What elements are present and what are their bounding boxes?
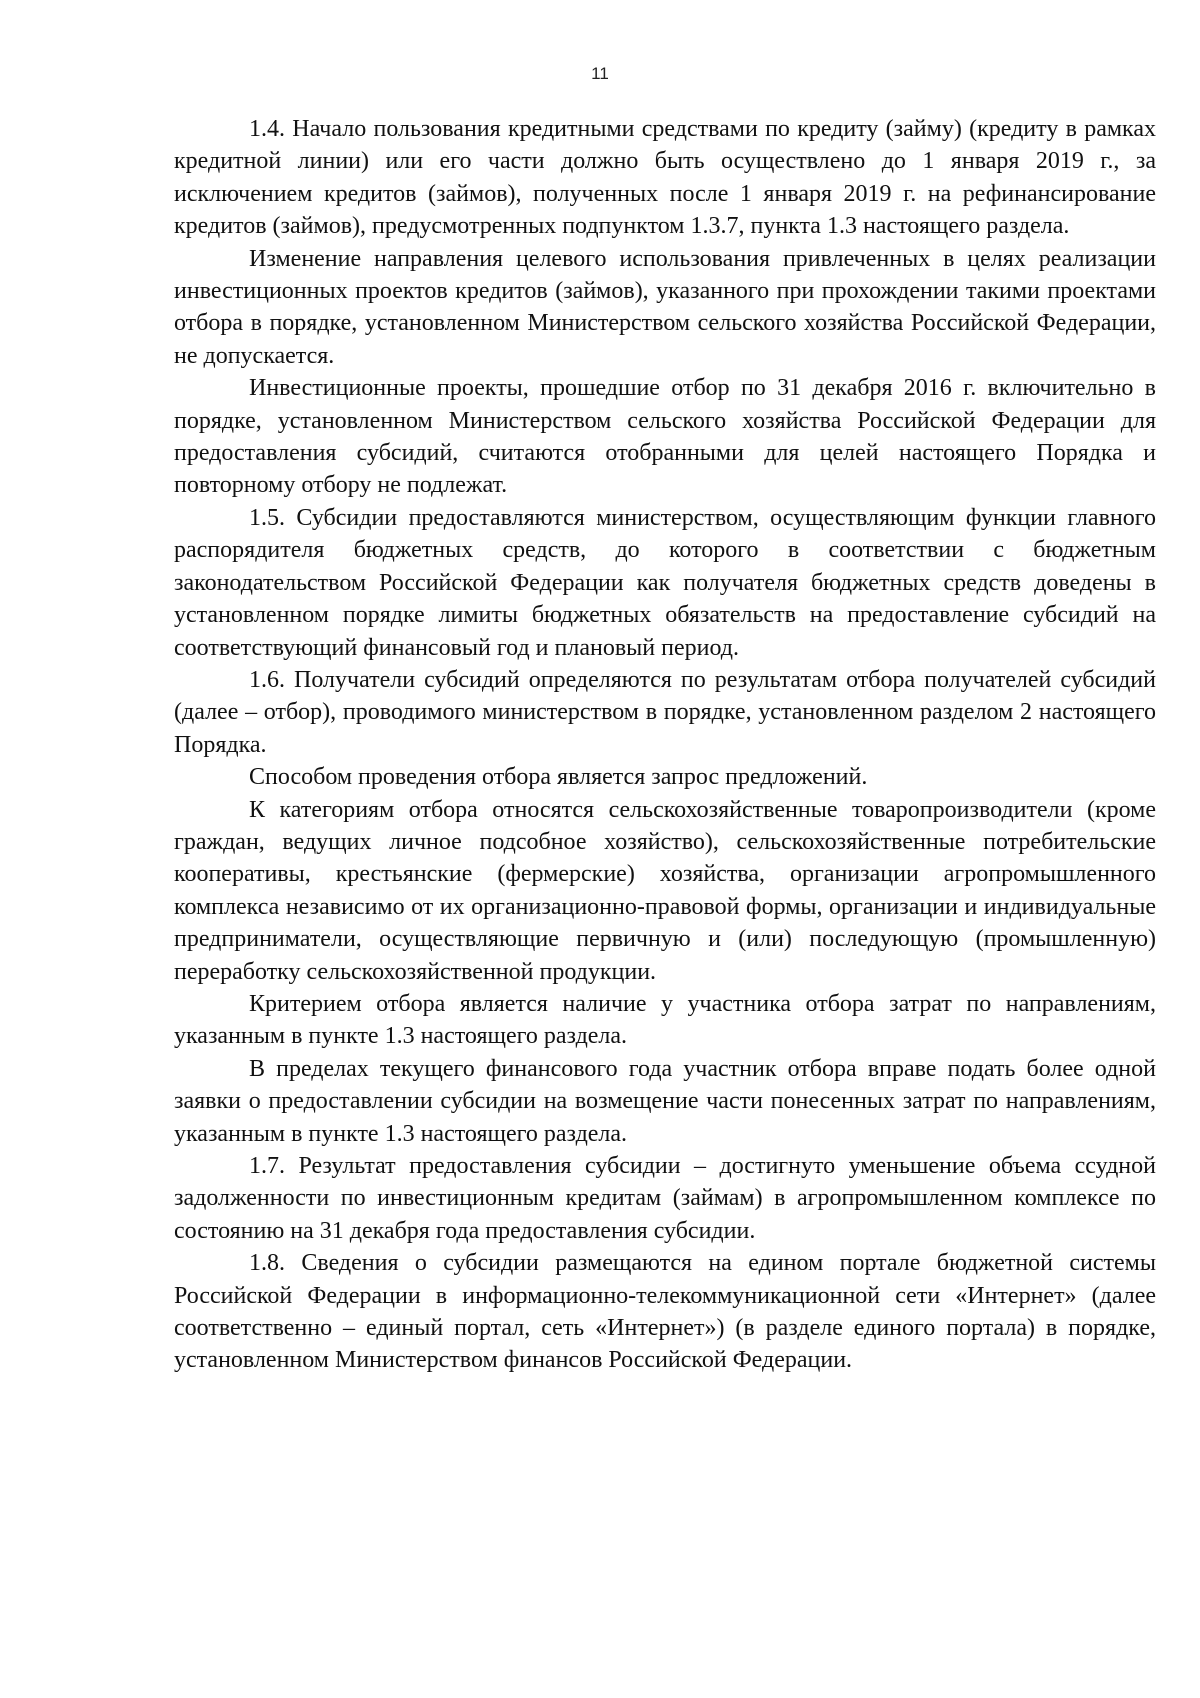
paragraph-selection-method: Способом проведения отбора является запрос предложений. — [249, 764, 868, 791]
paragraph-selection-categories: К категориям отбора относятся сельскохозяйственные товаропроизводители (кроме граждан, ведущих личное подсобное хозяйство), сельскохозяйственные потребительские кооперативы, крестьянские (фермерские) хозяйства, организации агропромышленного комплекса независимо от их организационно-правовой формы, организации и индивидуальные предприниматели, осуществляющие первичную и (или) последующую (промышленную) переработку сельскохозяйственной продукции. — [174, 796, 1156, 985]
paragraph-direction-change: Изменение направления целевого использования привлеченных в целях реализации инвестиционных проектов кредитов (займов), указанного при прохождении такими проектами отбора в порядке, установленном Министерством сельского хозяйства Российской Федерации, не допускается. — [174, 245, 1156, 369]
document-body — [174, 113, 1156, 1377]
paragraph-selection-criterion: Критерием отбора является наличие у участника отбора затрат по направлениям, указанным в пункте 1.3 настоящего раздела. — [174, 990, 1156, 1050]
page-number: 11 — [591, 64, 609, 83]
paragraph-1-4: 1.4. Начало пользования кредитными средствами по кредиту (займу) (кредиту в рамках кредитной линии) или его части должно быть осуществлено до 1 января 2019 г., за исключением кредитов (займов), полученных после 1 января 2019 г. на рефинансирование кредитов (займов), предусмотренных подпунктом 1.3.7, пункта 1.3 настоящего раздела. — [174, 116, 1156, 240]
paragraph-1-5: 1.5. Субсидии предоставляются министерством, осуществляющим функции главного распорядителя бюджетных средств, до которого в соответствии с бюджетным законодательством Российской Федерации как получателя бюджетных средств доведены в установленном порядке лимиты бюджетных обязательств на предоставление субсидий на соответствующий финансовый год и плановый период. — [174, 504, 1156, 661]
paragraph-investment-projects: Инвестиционные проекты, прошедшие отбор по 31 декабря 2016 г. включительно в порядке, установленном Министерством сельского хозяйства Российской Федерации для предоставления субсидий, считаются отобранными для целей настоящего Порядка и повторному отбору не подлежат. — [174, 375, 1156, 499]
paragraph-1-8: 1.8. Сведения о субсидии размещаются на едином портале бюджетной системы Российской Федерации в информационно-телекоммуникационной сети «Интернет» (далее соответственно – единый портал, сеть «Интернет») (в разделе единого портала) в порядке, установленном Министерством финансов Российской Федерации. — [174, 1250, 1156, 1374]
paragraph-1-7: 1.7. Результат предоставления субсидии – достигнуто уменьшение объема ссудной задолженности по инвестиционным кредитам (займам) в агропромышленном комплексе по состоянию на 31 декабря года предоставления субсидии. — [174, 1153, 1156, 1244]
paragraph-1-6: 1.6. Получатели субсидий определяются по результатам отбора получателей субсидий (далее – отбор), проводимого министерством в порядке, установленном разделом 2 настоящего Порядка. — [174, 666, 1156, 758]
paragraph-multiple-applications: В пределах текущего финансового года участник отбора вправе подать более одной заявки о предоставлении субсидии на возмещение части понесенных затрат по направлениям, указанным в пункте 1.3 настоящего раздела. — [174, 1055, 1156, 1147]
